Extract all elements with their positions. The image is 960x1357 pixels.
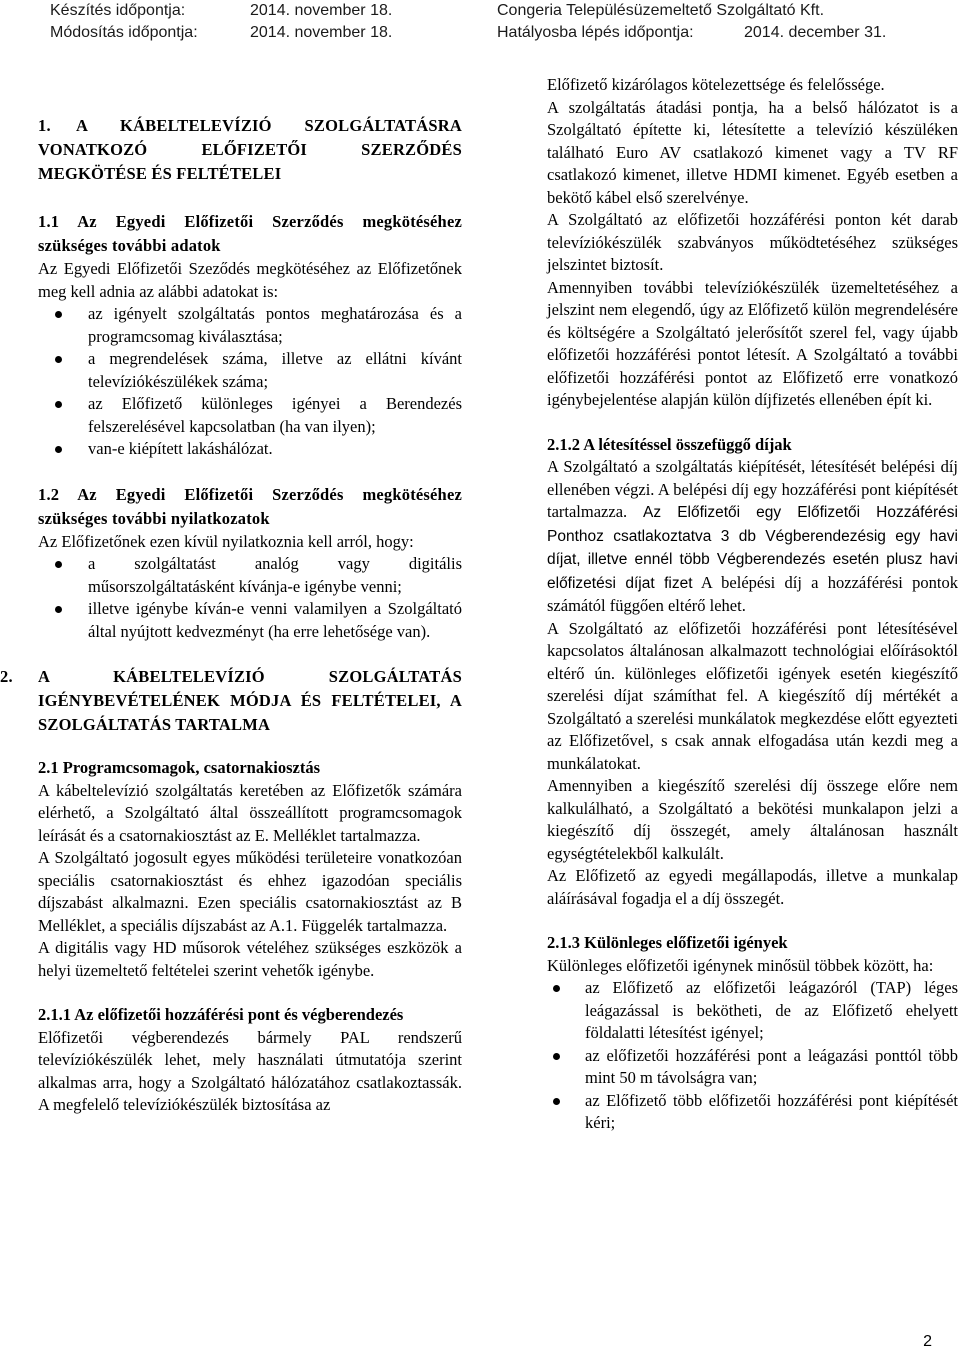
list-item-text: az igényelt szolgáltatás pontos meghatározása és a programcsomag kiválasztása; [88,304,462,346]
created-label: Készítés időpontja: [50,2,186,19]
section-2-number: 2. [0,667,13,686]
section-1-1-list [38,303,462,461]
section-1-1-intro: Az Egyedi Előfizetői Szeződés megkötéséhez az Előfizetőnek meg kell adnia az alábbi adatokat is: [38,259,462,301]
section-2-1-heading: 2.1 Programcsomagok, csatornakiosztás [38,758,320,777]
bullet-icon [55,446,62,453]
list-item [38,553,462,598]
left-column [0,74,462,1117]
list-item-text: a szolgáltatást analóg vagy digitális műsorszolgáltatásként kívánja-e igénybe venni; [88,554,462,596]
fee-text-a: A Szolgáltató a szolgáltatás kiépítését, létesítését belépési díj ellenében végzi. A belépési díj egy hozzáférési pont kiépítését tartalmazza. [547,457,958,521]
created-value: 2014. november 18. [250,2,393,19]
additional-tv-paragraph: Amennyiben további televíziókészülék üzemeltetéséhez a jelszint nem elegendő, úgy az Előfizető külön megrendelésére és költségére a Szolgáltató jelerősítőt szerel fel, vagy újabb előfizetői hozzáférési pontot létesít. A Szolgáltató a további előfizetői hozzáférési pontot az Előfizető erre vonatkozó igénybejelentése alapján külön díjfizetés ellenében épít ki. [547,277,958,409]
list-item [547,1090,958,1135]
list-item [38,438,462,461]
section-2-1-1-paragraph-1: Előfizetői végberendezés bármely PAL rendszerű televíziókészülék lehet, mely használati útmutatója szerint alkalmas arra, hogy a Szolgáltató hálózatához csatlakoztassák. A megfelelő televíziókészülék biztosítása az [38,1027,462,1114]
handover-point-paragraph: A szolgáltatás átadási pontja, ha a belső hálózatot is a Szolgáltató építette ki, létesítette a televízió készüléken található Euro AV csatlakozó kimenet vagy a TV RF csatlakozó kimenet, illetve HDMI kimenet. Egyéb esetben a bekötő kábel első szerelvénye. [547,97,958,207]
list-item-text: az előfizetői hozzáférési pont a leágazási ponttól több mint 50 m távolságra van; [585,1045,958,1087]
section-1-title: A KÁBELTELEVÍZIÓ SZOLGÁLTATÁSRA VONATKOZÓ ELŐFIZETŐI SZERZŐDÉS MEGKÖTÉSE ÉS FELTÉTELEI [38,116,462,183]
section-2-1-1-heading: 2.1.1 Az előfizetői hozzáférési pont és végberendezés [38,1005,404,1024]
bullet-icon [553,985,560,992]
section-2-1-2-paragraph-4: Az Előfizető az egyedi megállapodás, illetve a munkalap aláírásával fogadja el a díj összegét. [547,866,958,908]
section-1-heading [0,114,462,186]
bullet-icon [553,1098,560,1105]
list-item [38,303,462,348]
section-1-2-heading: 1.2 Az Egyedi Előfizetői Szerződés megkötéséhez szükséges további nyilatkozatok [38,484,462,528]
page-number: 2 [923,1332,932,1350]
section-2-heading [0,665,462,737]
list-item-text: a megrendelések száma, illetve az ellátni kívánt televíziókészülékek száma; [88,349,462,391]
modified-value: 2014. november 18. [250,24,393,41]
bullet-icon [55,561,62,568]
section-1-2-list [38,553,462,643]
section-2-1-3-intro: Különleges előfizetői igénynek minősül többek között, ha: [547,955,934,975]
fee-text-b: Az Előfizetői egy Előfizetői Hozzáférési Ponthoz csatlakoztatva 3 db Végberendezésig egy havi díjat, illetve ennél több Végberendezés esetén plusz havi előfizetési díjat fizet [547,504,958,592]
section-2-1-paragraph-2: A Szolgáltató jogosult egyes működési területeire vonatkozóan speciális csatornakiosztást és ehhez igazodóan speciális díjszabást alkalmazni. Ezen speciális csatornakiosztást az B Melléklet, a speciális díjszabást az A.1. Függelék tartalmazza. [38,848,462,935]
bullet-icon [55,311,62,318]
bullet-icon [553,1053,560,1060]
list-item-text: az Előfizető több előfizetői hozzáférési pont kiépítését kéri; [585,1090,958,1132]
section-2-1-2-paragraph-1 [547,456,958,618]
section-1-number: 1. [38,116,51,135]
section-2-1-paragraph-1: A kábeltelevízió szolgáltatás keretében az Előfizetők számára elérhető, a Szolgáltató által összeállított programcsomagok leírását és a csatornakiosztást az E. Melléklet tartalmazza. [38,780,462,845]
section-2-1-paragraph-3: A digitális vagy HD műsorok vételéhez szükséges eszközök a helyi üzemeltető feltételei szerint vehetők igénybe. [38,938,462,980]
signal-level-paragraph: A Szolgáltató az előfizetői hozzáférési ponton két darab televíziókészülék szabványos működtetéséhez szükséges jelszintet biztosít. [547,210,958,274]
list-item-text: az Előfizető különleges igényei a Berendezés felszerelésével kapcsolatban (ha van ilyen); [88,394,462,436]
fee-text-c: A belépési díj a hozzáférési pontok számától függően eltérő lehet. [547,572,958,615]
section-2-1-2-paragraph-3: Amennyiben a kiegészítő szerelési díj összege előre nem kalkulálható, a Szolgáltató a bekötési munkalapon jelzi a kiegészítő díj összegét, amely általánosan használt egységtételekből kalkulált. [547,776,958,863]
effective-value: 2014. december 31. [744,24,887,41]
section-2-1-2-paragraph-2: A Szolgáltató az előfizetői hozzáférési pont létesítésével kapcsolatos általánosan alkalmazott technológiai előírásoktól eltérő ún. különleges előfizetői igények esetén kiegészítő szerelési díjat számíthat fel. A kiegészítő díj mértékét a Szolgáltató a szerelési munkálatok megkezdése előtt egyezteti az Előfizetővel, s csak annak elfogadása után kezdi meg a munkálatokat. [547,618,958,773]
list-item-text: az Előfizető az előfizetői leágazóról (TAP) léges leágazással is bekötheti, de az Előfizető ehelyett földalatti létesítést igényel; [585,978,958,1042]
bullet-icon [55,606,62,613]
effective-label: Hatályosba lépés időpontja: [497,24,694,41]
list-item-text: van-e kiépített lakáshálózat. [88,439,273,458]
right-column [547,74,958,1135]
bullet-icon [55,401,62,408]
continued-paragraph: Előfizető kizárólagos kötelezettsége és felelőssége. [547,75,885,94]
document-header [0,0,960,44]
section-1-1-heading: 1.1 Az Egyedi Előfizetői Szerződés megkötéséhez szükséges további adatok [38,212,462,255]
section-2-title: A KÁBELTELEVÍZIÓ SZOLGÁLTATÁS IGÉNYBEVÉTELÉNEK MÓDJA ÉS FELTÉTELEI, A SZOLGÁLTATÁS TARTALMA [38,667,462,734]
list-item [38,598,462,643]
company-name: Congeria Településüzemeltető Szolgáltató Kft. [497,2,825,19]
section-1-2-intro: Az Előfizetőnek ezen kívül nyilatkoznia kell arról, hogy: [38,531,414,551]
bullet-icon [55,356,62,363]
list-item [547,1045,958,1090]
section-2-1-2-heading: 2.1.2 A létesítéssel összefüggő díjak [547,434,792,454]
list-item [38,348,462,393]
list-item [547,977,958,1045]
list-item [38,393,462,438]
list-item-text: illetve igénybe kíván-e venni valamilyen a Szolgáltató által nyújtott kedvezményt (ha erre lehetősége van). [88,599,462,641]
section-2-1-3-list [547,977,958,1135]
section-2-1-3-heading: 2.1.3 Különleges előfizetői igények [547,933,788,952]
modified-label: Módosítás időpontja: [50,24,198,41]
